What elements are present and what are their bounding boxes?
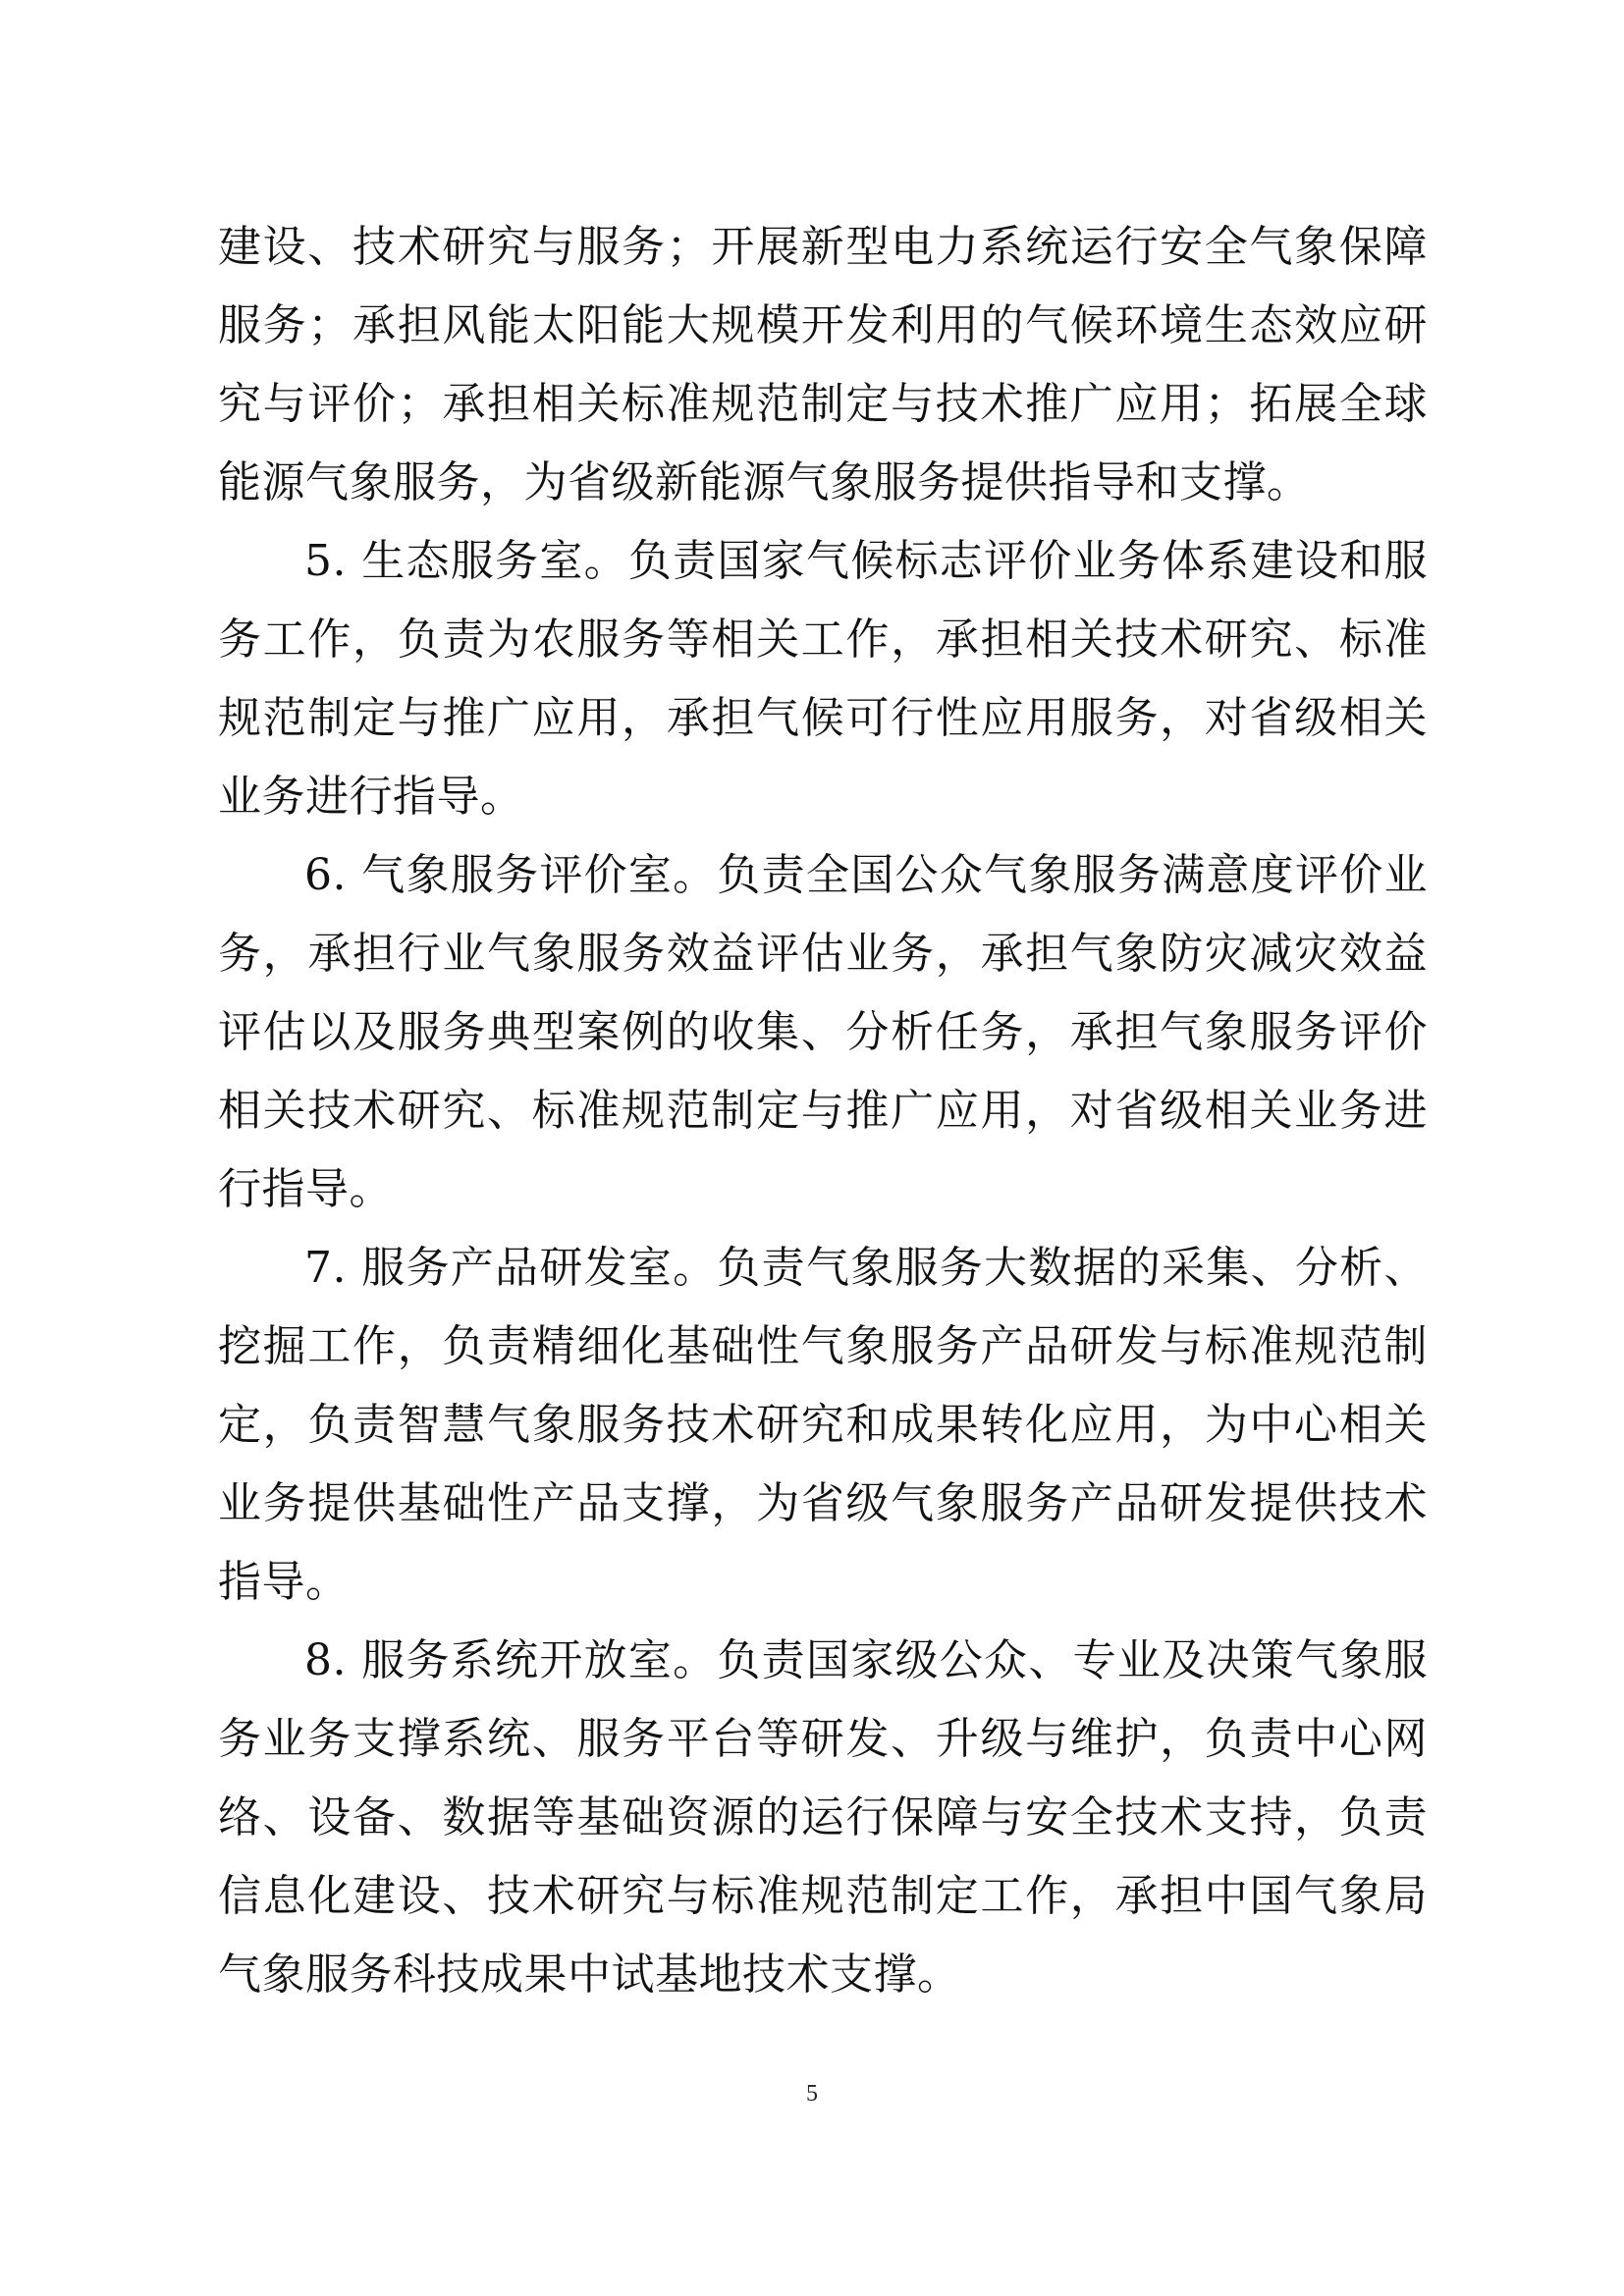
page-number: 5 [806, 2081, 818, 2107]
paragraph-ecology-service-office: 5. 生态服务室。负责国家气候标志评价业务体系建设和服务工作，负责为农服务等相关工作，承担相关技术研究、标准规范制定与推广应用，承担气候可行性应用服务，对省级相关业务进行指导。 [218, 536, 1428, 822]
document-body [218, 208, 1428, 2014]
paragraph-system-open-office: 8. 服务系统开放室。负责国家级公众、专业及决策气象服务业务支撑系统、服务平台等研发、升级与维护，负责中心网络、设备、数据等基础资源的运行保障与安全技术支持，负责信息化建设、技术研究与标准规范制定工作，承担中国气象局气象服务科技成果中试基地技术支撑。 [218, 1635, 1428, 2000]
paragraph-product-rnd-office: 7. 服务产品研发室。负责气象服务大数据的采集、分析、挖掘工作，负责精细化基础性气象服务产品研发与标准规范制定，负责智慧气象服务技术研究和成果转化应用，为中心相关业务提供基础性产品支撑，为省级气象服务产品研发提供技术指导。 [218, 1243, 1428, 1607]
paragraph-service-evaluation-office: 6. 气象服务评价室。负责全国公众气象服务满意度评价业务，承担行业气象服务效益评估业务，承担气象防灾减灾效益评估以及服务典型案例的收集、分析任务，承担气象服务评价相关技术研究、标准规范制定与推广应用，对省级相关业务进行指导。 [218, 850, 1428, 1214]
paragraph-continuation: 建设、技术研究与服务；开展新型电力系统运行安全气象保障服务；承担风能太阳能大规模开发利用的气候环境生态效应研究与评价；承担相关标准规范制定与技术推广应用；拓展全球能源气象服务，为省级新能源气象服务提供指导和支撑。 [218, 222, 1428, 507]
